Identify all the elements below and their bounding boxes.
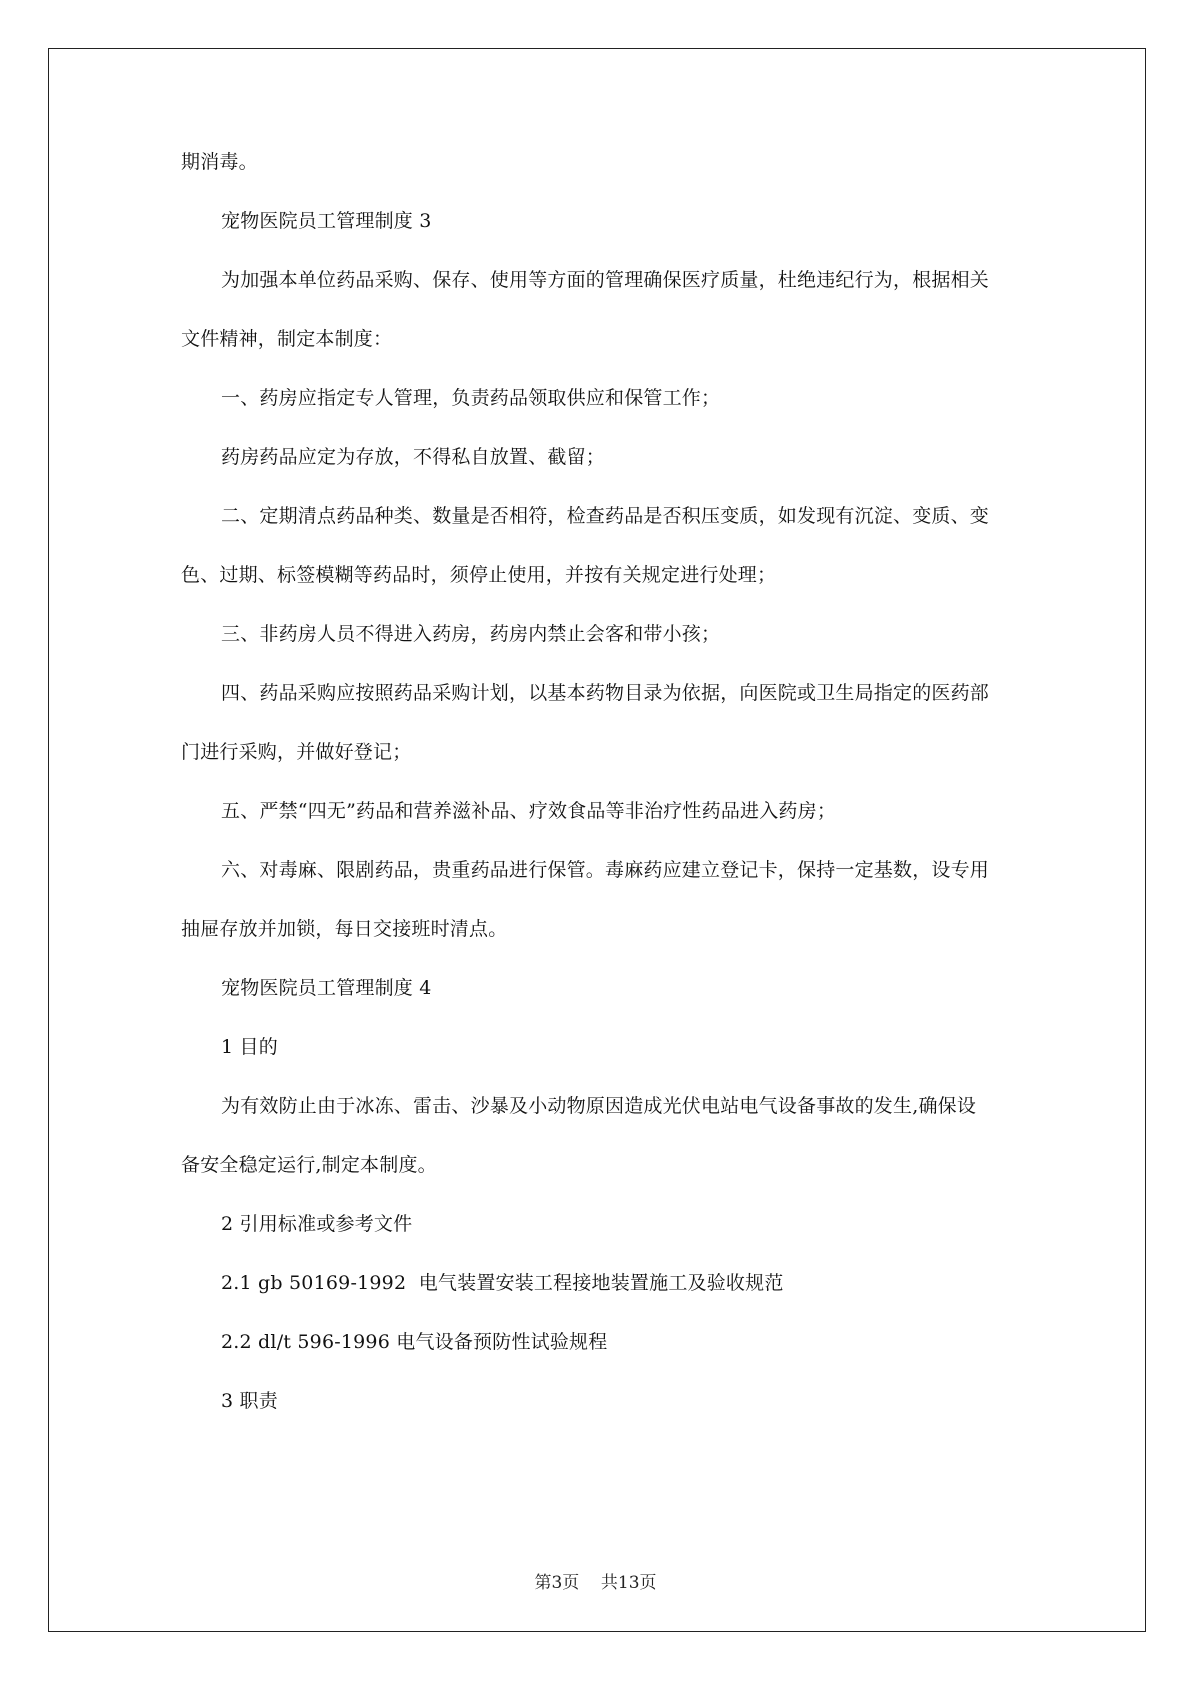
text-line: 为有效防止由于冰冻、雷击、沙暴及小动物原因造成光伏电站电气设备事故的发生,确保设	[221, 1095, 977, 1117]
page-number: 第3页 共13页	[534, 1573, 657, 1593]
text-line: 一、药房应指定专人管理，负责药品领取供应和保管工作；	[221, 387, 721, 409]
text-line: 五、严禁“四无”药品和营养滋补品、疗效食品等非治疗性药品进入药房；	[221, 800, 837, 822]
text-line: 药房药品应定为存放，不得私自放置、截留；	[221, 446, 606, 468]
subsection-heading: 3 职责	[221, 1390, 278, 1412]
text-line: 六、对毒麻、限剧药品，贵重药品进行保管。毒麻药应建立登记卡，保持一定基数，设专用	[221, 859, 990, 881]
text-line: 色、过期、标签模糊等药品时，须停止使用，并按有关规定进行处理；	[181, 564, 777, 586]
subsection-heading: 1 目的	[221, 1036, 278, 1058]
subsection-heading: 2 引用标准或参考文件	[221, 1213, 413, 1235]
text-line: 门进行采购，并做好登记；	[181, 741, 412, 763]
reference-item: 2.1 gb 50169-1992 电气装置安装工程接地装置施工及验收规范	[221, 1272, 784, 1294]
text-line: 期消毒。	[181, 151, 258, 173]
text-line: 二、定期清点药品种类、数量是否相符，检查药品是否积压变质，如发现有沉淀、变质、变	[221, 505, 990, 527]
text-line: 备安全稳定运行,制定本制度。	[181, 1154, 437, 1176]
text-line: 为加强本单位药品采购、保存、使用等方面的管理确保医疗质量，杜绝违纪行为，根据相关	[221, 269, 990, 291]
text-line: 四、药品采购应按照药品采购计划，以基本药物目录为依据，向医院或卫生局指定的医药部	[221, 682, 990, 704]
reference-item: 2.2 dl/t 596-1996 电气设备预防性试验规程	[221, 1331, 608, 1353]
text-line: 抽屉存放并加锁，每日交接班时清点。	[181, 918, 508, 940]
section-heading: 宠物医院员工管理制度 4	[221, 977, 432, 999]
text-line: 三、非药房人员不得进入药房，药房内禁止会客和带小孩；	[221, 623, 721, 645]
text-line: 文件精神，制定本制度：	[181, 328, 393, 350]
section-heading: 宠物医院员工管理制度 3	[221, 210, 432, 232]
